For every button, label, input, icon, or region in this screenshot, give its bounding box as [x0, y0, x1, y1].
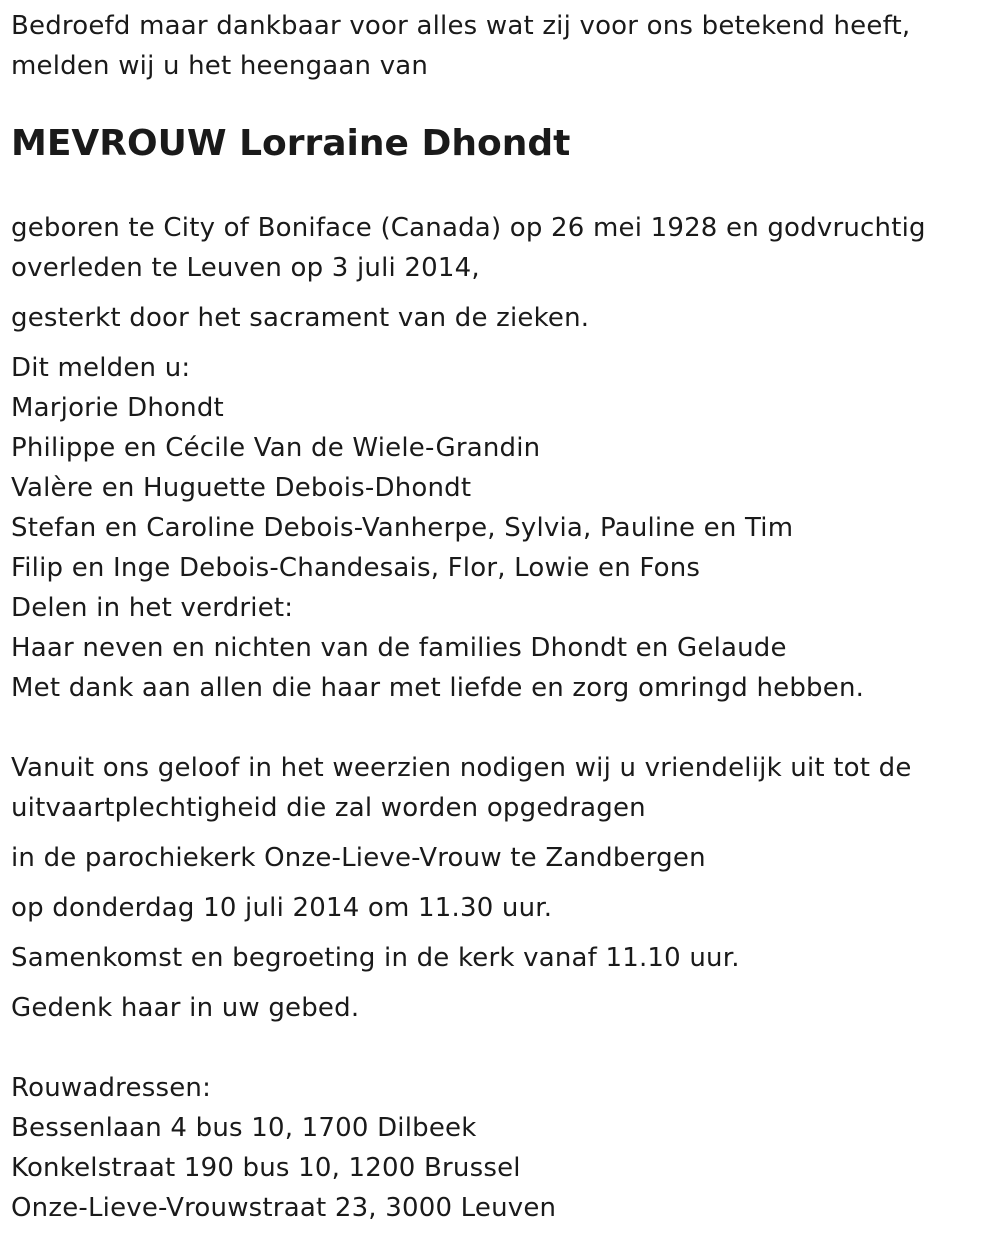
family-member: Philippe en Cécile Van de Wiele-Grandin	[11, 433, 541, 463]
family-member: Stefan en Caroline Debois-Vanherpe, Sylvia, Pauline en Tim	[11, 513, 794, 543]
gathering-line: Samenkomst en begroeting in de kerk vanaf 11.10 uur.	[11, 943, 740, 973]
family-member: Marjorie Dhondt	[11, 393, 224, 423]
deceased-name: MEVROUW Lorraine Dhondt	[11, 123, 571, 164]
address-item: Bessenlaan 4 bus 10, 1700 Dilbeek	[11, 1113, 477, 1143]
address-heading: Rouwadressen:	[11, 1073, 212, 1103]
address-item: Konkelstraat 190 bus 10, 1200 Brussel	[11, 1153, 521, 1183]
family-member: Haar neven en nichten van de families Dhondt en Gelaude	[11, 633, 787, 663]
thanks-line: Met dank aan allen die haar met liefde en zorg omringd hebben.	[11, 673, 865, 703]
service-text	[11, 748, 981, 828]
prayer-line: Gedenk haar in uw gebed.	[11, 993, 360, 1023]
death-notice	[11, 6, 981, 1228]
date-line: op donderdag 10 juli 2014 om 11.30 uur.	[11, 893, 553, 923]
family-list	[11, 348, 981, 708]
grief-heading: Delen in het verdriet:	[11, 593, 294, 623]
service-line: uitvaartplechtigheid die zal worden opgedragen	[11, 793, 646, 823]
intro-text	[11, 6, 981, 86]
family-member: Filip en Inge Debois-Chandesais, Flor, Lowie en Fons	[11, 553, 701, 583]
family-member: Valère en Huguette Debois-Dhondt	[11, 473, 472, 503]
birth-death-text	[11, 208, 981, 288]
intro-line: Bedroefd maar dankbaar voor alles wat zij voor ons betekend heeft,	[11, 11, 911, 41]
birth-line: geboren te City of Boniface (Canada) op 26 mei 1928 en godvruchtig	[11, 213, 926, 243]
sacrament-line: gesterkt door het sacrament van de zieken.	[11, 303, 590, 333]
intro-line: melden wij u het heengaan van	[11, 51, 429, 81]
service-line: Vanuit ons geloof in het weerzien nodigen wij u vriendelijk uit tot de	[11, 753, 912, 783]
address-item: Onze-Lieve-Vrouwstraat 23, 3000 Leuven	[11, 1193, 557, 1223]
address-list	[11, 1068, 981, 1228]
church-line: in de parochiekerk Onze-Lieve-Vrouw te Zandbergen	[11, 843, 706, 873]
family-heading: Dit melden u:	[11, 353, 191, 383]
death-line: overleden te Leuven op 3 juli 2014,	[11, 253, 480, 283]
